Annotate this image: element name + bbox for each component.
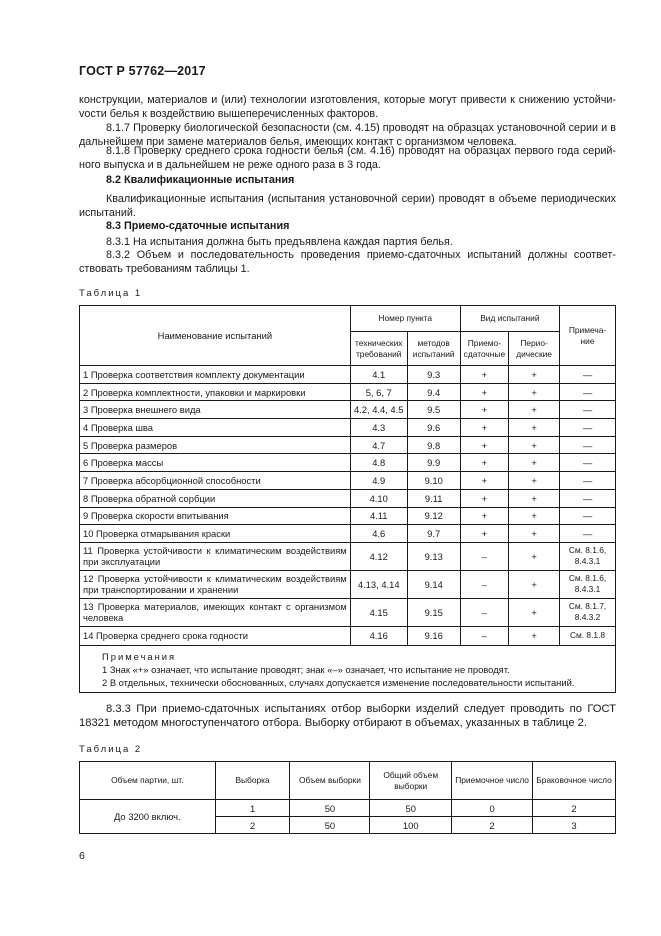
table-row — [80, 489, 616, 507]
row-name: 11 Проверка устойчивости к климатическим воздействиям при эксплуатации — [80, 542, 351, 570]
table-row — [80, 401, 616, 419]
row-acc: – — [460, 626, 508, 645]
paragraph-8-1-8: 8.1.8 Проверку среднего срока годности белья (см. 4.16) проводят на образцах первого года серийного выпуска и в дальнейшем не реже одного раза в 3 года. — [79, 145, 616, 171]
row-note: — — [560, 454, 616, 472]
row-acc: + — [460, 401, 508, 419]
table-row — [80, 598, 616, 626]
row-acc: – — [460, 570, 508, 598]
row-acc: – — [460, 542, 508, 570]
th-note: Примеча-ние — [560, 306, 616, 366]
t2-th-reject: Браковочное число — [533, 762, 616, 800]
row-note: — — [560, 366, 616, 384]
row-method: 9.16 — [407, 626, 460, 645]
row-tech: 4.3 — [350, 419, 407, 437]
paragraph-continuation: конструкции, материалов и (или) технологии изготовления, которые могут привести к снижению устойчиvости белья к воздействию вышеперечисленных факторов. — [79, 94, 616, 120]
row-method: 9.14 — [407, 570, 460, 598]
table-row — [80, 570, 616, 598]
row-tech: 4.1 — [350, 366, 407, 384]
row-per: + — [509, 419, 560, 437]
row-note: — — [560, 489, 616, 507]
row-acc: – — [460, 598, 508, 626]
page-header: ГОСТ Р 57762—2017 — [79, 64, 206, 78]
paragraph-8-3-1: 8.3.1 На испытания должна быть предъявлена каждая партия белья. — [106, 236, 453, 248]
row-per: + — [509, 525, 560, 543]
t2-accept: 2 — [452, 817, 533, 834]
t2-sample: 1 — [215, 800, 290, 817]
row-tech: 4.2, 4.4, 4.5 — [350, 401, 407, 419]
row-note: См. 8.1.7, 8.4.3.2 — [560, 598, 616, 626]
row-per: + — [509, 366, 560, 384]
t2-th-total: Общий объем выборки — [370, 762, 452, 800]
row-note: См. 8.1.8 — [560, 626, 616, 645]
row-per: + — [509, 542, 560, 570]
row-per: + — [509, 570, 560, 598]
th-periodic: Перио-дические — [509, 332, 560, 366]
row-acc: + — [460, 419, 508, 437]
t2-accept: 0 — [452, 800, 533, 817]
row-tech: 4.7 — [350, 436, 407, 454]
table-row — [80, 436, 616, 454]
t2-reject: 3 — [533, 817, 616, 834]
row-tech: 4.10 — [350, 489, 407, 507]
row-note: — — [560, 507, 616, 525]
row-tech: 4.15 — [350, 598, 407, 626]
table-row — [80, 626, 616, 645]
row-note: — — [560, 525, 616, 543]
table-row — [80, 800, 616, 817]
paragraph-qualification: Квалификационные испытания (испытания установочной серии) проводят в объеме периодических испытаний. — [79, 193, 616, 219]
row-name: 5 Проверка размеров — [80, 436, 351, 454]
table-2 — [79, 761, 616, 834]
table-row — [80, 383, 616, 401]
row-method: 9.5 — [407, 401, 460, 419]
row-note: — — [560, 383, 616, 401]
th-name: Наименование испытаний — [80, 306, 351, 366]
row-name: 9 Проверка скорости впитывания — [80, 507, 351, 525]
table2-caption: Таблица 2 — [79, 744, 143, 755]
row-tech: 4.8 — [350, 454, 407, 472]
row-note: См. 8.1.6, 8.4.3.1 — [560, 570, 616, 598]
t2-lot-value: До 3200 включ. — [80, 800, 216, 834]
row-acc: + — [460, 436, 508, 454]
row-name: 3 Проверка внешнего вида — [80, 401, 351, 419]
th-item-number: Номер пункта — [350, 306, 460, 332]
row-method: 9.3 — [407, 366, 460, 384]
row-method: 9.6 — [407, 419, 460, 437]
section-heading-8-3: 8.3 Приемо-сдаточные испытания — [106, 220, 290, 232]
row-per: + — [509, 489, 560, 507]
row-tech: 5, 6, 7 — [350, 383, 407, 401]
paragraph-8-1-7: 8.1.7 Проверку биологической безопасности (см. 4.15) проводят на образцах установочной серии и в дальнейшем при замене материалов белья, имеющих контакт с организмом человека. — [79, 122, 616, 148]
row-method: 9.7 — [407, 525, 460, 543]
t2-th-lot: Объем партии, шт. — [80, 762, 216, 800]
row-method: 9.4 — [407, 383, 460, 401]
th-test-type: Вид испытаний — [460, 306, 559, 332]
table1-notes — [80, 645, 616, 692]
row-per: + — [509, 472, 560, 490]
row-note: — — [560, 419, 616, 437]
row-name: 14 Проверка среднего срока годности — [80, 626, 351, 645]
row-tech: 4.9 — [350, 472, 407, 490]
table-row — [80, 507, 616, 525]
t2-th-accept: Приемочное число — [452, 762, 533, 800]
t2-size: 50 — [290, 817, 370, 834]
t2-th-sample-size: Объем выборки — [290, 762, 370, 800]
row-acc: + — [460, 507, 508, 525]
table-row — [80, 472, 616, 490]
row-tech: 4.16 — [350, 626, 407, 645]
row-note: См. 8.1.6, 8.4.3.1 — [560, 542, 616, 570]
row-method: 9.15 — [407, 598, 460, 626]
row-tech: 4.6 — [350, 525, 407, 543]
table-row — [80, 366, 616, 384]
th-methods: методов испытаний — [407, 332, 460, 366]
table1-caption: Таблица 1 — [79, 288, 143, 299]
t2-size: 50 — [290, 800, 370, 817]
row-name: 13 Проверка материалов, имеющих контакт с организмом человека — [80, 598, 351, 626]
table-row — [80, 454, 616, 472]
th-acceptance: Приемо-сдаточные — [460, 332, 508, 366]
table-row — [80, 542, 616, 570]
row-tech: 4.13, 4.14 — [350, 570, 407, 598]
row-method: 9.10 — [407, 472, 460, 490]
th-tech-req: технических требований — [350, 332, 407, 366]
table-1 — [79, 305, 616, 693]
note-2: 2 В отдельных, технически обоснованных, случаях допускается изменение последовательности испытаний. — [102, 676, 575, 688]
row-acc: + — [460, 489, 508, 507]
row-tech: 4.12 — [350, 542, 407, 570]
row-method: 9.8 — [407, 436, 460, 454]
table-row — [80, 419, 616, 437]
row-name: 10 Проверка отмарывания краски — [80, 525, 351, 543]
row-note: — — [560, 436, 616, 454]
row-acc: + — [460, 472, 508, 490]
t2-sample: 2 — [215, 817, 290, 834]
row-name: 1 Проверка соответствия комплекту документации — [80, 366, 351, 384]
row-per: + — [509, 454, 560, 472]
paragraph-8-3-2: 8.3.2 Объем и последовательность проведения приемо-сдаточных испытаний должны соответствовать требованиям таблицы 1. — [79, 249, 616, 275]
page-number: 6 — [79, 850, 85, 862]
row-per: + — [509, 598, 560, 626]
row-acc: + — [460, 525, 508, 543]
notes-cell — [80, 645, 616, 692]
t2-total: 100 — [370, 817, 452, 834]
section-heading-8-2: 8.2 Квалификационные испытания — [106, 174, 295, 186]
row-tech: 4.11 — [350, 507, 407, 525]
table-row — [80, 525, 616, 543]
row-name: 7 Проверка абсорбционной способности — [80, 472, 351, 490]
row-method: 9.13 — [407, 542, 460, 570]
row-name: 2 Проверка комплектности, упаковки и маркировки — [80, 383, 351, 401]
note-1: 1 Знак «+» означает, что испытание проводят; знак «–» означает, что испытание не проводят. — [102, 663, 510, 675]
notes-title: Примечания — [102, 650, 177, 662]
t2-total: 50 — [370, 800, 452, 817]
row-method: 9.12 — [407, 507, 460, 525]
row-note: — — [560, 472, 616, 490]
row-acc: + — [460, 383, 508, 401]
row-per: + — [509, 401, 560, 419]
row-name: 4 Проверка шва — [80, 419, 351, 437]
row-per: + — [509, 383, 560, 401]
row-acc: + — [460, 454, 508, 472]
row-name: 8 Проверка обратной сорбции — [80, 489, 351, 507]
t2-reject: 2 — [533, 800, 616, 817]
row-per: + — [509, 507, 560, 525]
t2-th-sample: Выборка — [215, 762, 290, 800]
row-method: 9.9 — [407, 454, 460, 472]
row-method: 9.11 — [407, 489, 460, 507]
row-per: + — [509, 436, 560, 454]
row-per: + — [509, 626, 560, 645]
row-name: 12 Проверка устойчивости к климатическим воздействиям при транспортировании и хранении — [80, 570, 351, 598]
row-note: — — [560, 401, 616, 419]
row-acc: + — [460, 366, 508, 384]
paragraph-8-3-3: 8.3.3 При приемо-сдаточных испытаниях отбор выборки изделий следует проводить по ГОСТ 18321 методом многоступенчатого отбора. Выборку отбирают в объемах, указанных в таблице 2. — [79, 703, 616, 729]
row-name: 6 Проверка массы — [80, 454, 351, 472]
